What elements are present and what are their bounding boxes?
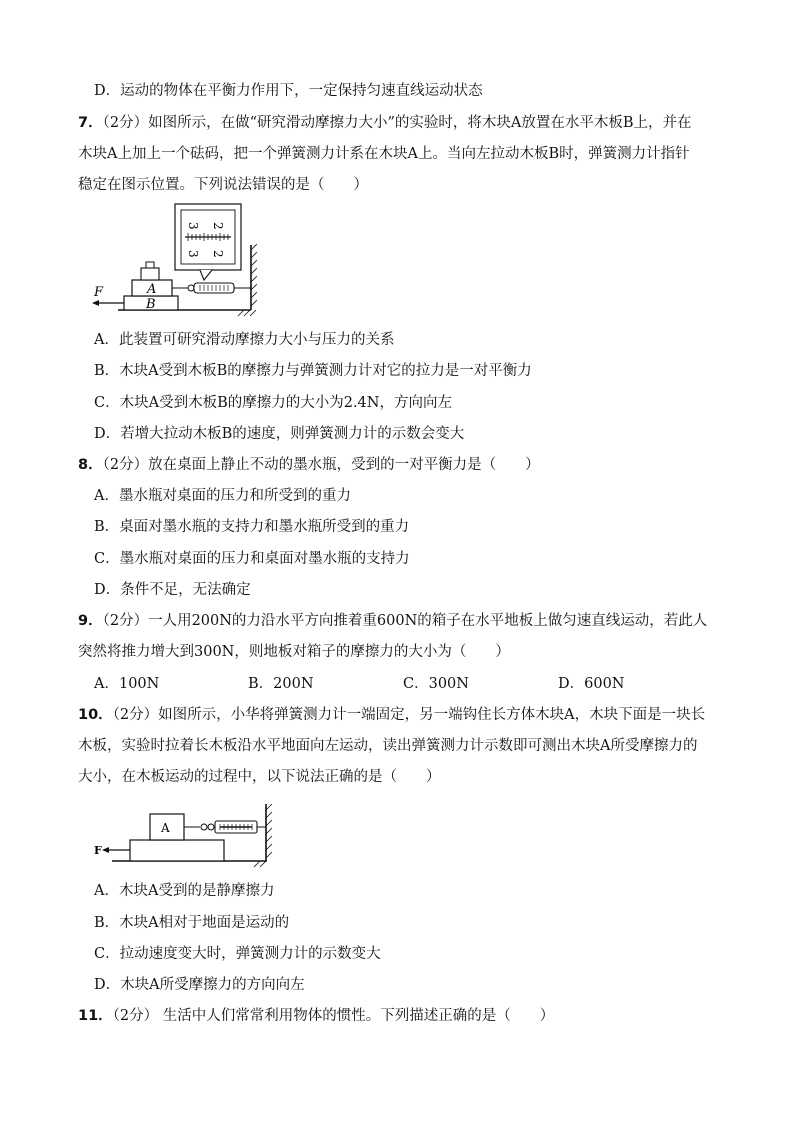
q9-option-b: B．200N (248, 676, 314, 692)
q7-scale-number-top-left: 3 (186, 222, 200, 230)
q7-floor-hatch (238, 310, 256, 316)
q7-option-d: D．若增大拉动木板B的速度，则弹簧测力计的示数会变大 (94, 426, 465, 442)
q10-force-label: F (94, 844, 102, 857)
q7-option-b: B．木块A受到木板B的摩擦力与弹簧测力计对它的拉力是一对平衡力 (94, 363, 532, 379)
q7-figure (88, 200, 268, 320)
q10-option-a: A．木块A受到的是静摩擦力 (94, 883, 275, 899)
q7-callout-pointer (200, 270, 212, 280)
q10-stem1: （2分）如图所示，小华将弹簧测力计一端固定，另一端钩住长方体木块A，木块下面是一块长 (112, 707, 706, 723)
q10-option-d: D．木块A所受摩擦力的方向向左 (94, 977, 305, 993)
q9-stem-line2: 突然将推力增大到300N，则地板对箱子的摩擦力的大小为（ ） (78, 644, 510, 660)
q10-number: 10． (78, 707, 113, 723)
q7-board-b-label: B (146, 297, 156, 312)
q9-option-d: D．600N (558, 676, 625, 692)
q8-stem: （2分）放在桌面上静止不动的墨水瓶，受到的一对平衡力是（ ） (102, 457, 540, 473)
q10-option-b: B．木块A相对于地面是运动的 (94, 915, 290, 931)
q11-stem: （2分） 生活中人们常常利用物体的惯性。下列描述正确的是（ ） (112, 1008, 555, 1024)
q7-option-c: C．木块A受到木板B的摩擦力的大小为2.4N，方向向左 (94, 395, 452, 411)
q10-hook (201, 824, 207, 830)
q7-weight (141, 268, 159, 280)
q10-wall-hatch (266, 804, 272, 858)
q9-option-c: C．300N (403, 676, 469, 692)
q10-stem-line3: 大小，在木板运动的过程中，以下说法正确的是（ ） (78, 769, 441, 785)
q10-figure (94, 800, 284, 870)
q7-force-label: F (94, 285, 104, 300)
q9-option-a: A．100N (94, 676, 160, 692)
q8-option-a: A．墨水瓶对桌面的压力和所受到的重力 (94, 488, 351, 504)
q8-stem-line (78, 455, 540, 475)
q10-board (130, 840, 224, 861)
q10-floor-hatch (254, 861, 266, 867)
q9-stem-line1 (78, 611, 707, 631)
q7-scale-number-bottom-right: 2 (211, 250, 225, 258)
q10-hook-ring (208, 824, 214, 830)
q7-number: 7． (78, 115, 103, 131)
q7-wall-hatch (251, 244, 257, 306)
q7-hook (188, 285, 194, 291)
q7-force-arrowhead (92, 300, 99, 306)
q11-stem-line (78, 1006, 554, 1026)
q10-stem-line1 (78, 705, 705, 725)
q9-number: 9． (78, 613, 103, 629)
q6-option-d: D．运动的物体在平衡力作用下，一定保持匀速直线运动状态 (94, 83, 483, 99)
q8-number: 8． (78, 457, 103, 473)
q7-block-a-label: A (147, 282, 157, 297)
q7-stem1: （2分）如图所示，在做“研究滑动摩擦力大小”的实验时，将木块A放置在水平木板B上，并在 (102, 115, 692, 131)
q10-option-c: C．拉动速度变大时，弹簧测力计的示数变大 (94, 946, 381, 962)
q7-weight-knob (146, 262, 154, 268)
q10-stem-line2: 木板，实验时拉着长木板沿水平地面向左运动，读出弹簧测力计示数即可测出木块A所受摩擦力的 (78, 738, 698, 754)
q9-stem1: （2分）一人用200N的力沿水平方向推着重600N的箱子在水平地板上做匀速直线运动，若此人 (102, 613, 708, 629)
q7-stem-line1 (78, 113, 692, 133)
q10-block-a-label: A (161, 821, 170, 835)
q7-scale-number-bottom-left: 3 (186, 250, 200, 258)
q7-stem-line2: 木块A上加上一个砝码，把一个弹簧测力计系在木块A上。当向左拉动木板B时，弹簧测力计指针 (78, 146, 690, 162)
q7-scale-number-top-right: 2 (211, 222, 225, 230)
q8-option-d: D．条件不足，无法确定 (94, 582, 251, 598)
q7-option-a: A．此装置可研究滑动摩擦力大小与压力的关系 (94, 332, 395, 348)
q7-stem-line3: 稳定在图示位置。下列说法错误的是（ ） (78, 177, 368, 193)
q11-number: 11． (78, 1008, 113, 1024)
q7-scale-graduations (185, 233, 231, 241)
q8-option-b: B．桌面对墨水瓶的支持力和墨水瓶所受到的重力 (94, 519, 410, 535)
q8-option-c: C．墨水瓶对桌面的压力和桌面对墨水瓶的支持力 (94, 551, 410, 567)
q10-force-arrowhead (102, 847, 109, 853)
